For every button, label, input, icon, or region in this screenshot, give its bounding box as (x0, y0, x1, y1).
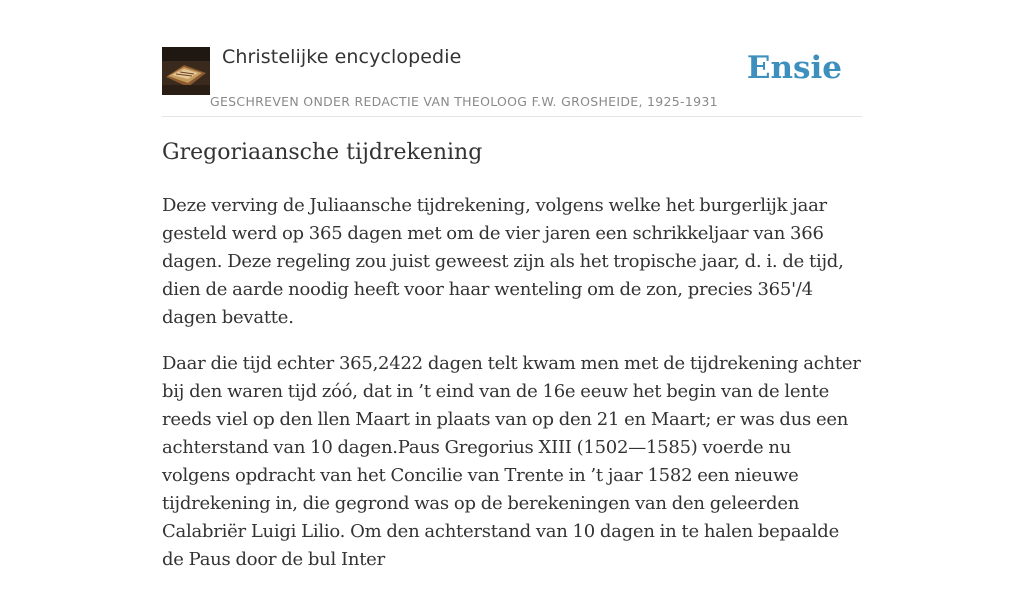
article-paragraph: Deze verving de Juliaansche tijdrekening, volgens welke het burgerlijk jaar gesteld werd op 365 dagen met om de vier jaren een schrikkeljaar van 366 dagen. Deze regeling zou juist geweest zijn als het tropische jaar, d. i. de tijd, dien de aarde noodig heeft voor haar wenteling om de zon, precies 365'/4 dagen bevatte. (162, 195, 844, 328)
article-body (162, 192, 862, 592)
article-paragraph: Daar die tijd echter 365,2422 dagen telt kwam men met de tijdrekening achter bij den waren tijd zóó, dat in ’t eind van de 16e eeuw het begin van de lente reeds viel op den llen Maart in plaats van op den 21 en Maart; er was dus een achterstand van 10 dagen.Paus Gregorius XIII (1502—1585) voerde nu volgens opdracht van het Concilie van Trente in ’t jaar 1582 een nieuwe tijdrekening in, die gegrond was op de berekeningen van den geleerden Calabriër Luigi Lilio. Om den achterstand van 10 dagen in te halen bepaalde de Paus door de bul Inter (162, 353, 861, 570)
book-photo-icon (162, 47, 210, 95)
site-header (162, 0, 862, 117)
site-name[interactable]: Christelijke encyclopedie (222, 46, 462, 68)
article-title: Gregoriaansche tijdrekening (162, 140, 483, 165)
content-column (162, 0, 862, 570)
brand-logo-link[interactable]: Ensie (746, 50, 842, 86)
site-subtitle: GESCHREVEN ONDER REDACTIE VAN THEOLOOG F.W. GROSHEIDE, 1925-1931 (210, 94, 718, 109)
avatar[interactable] (162, 47, 210, 95)
